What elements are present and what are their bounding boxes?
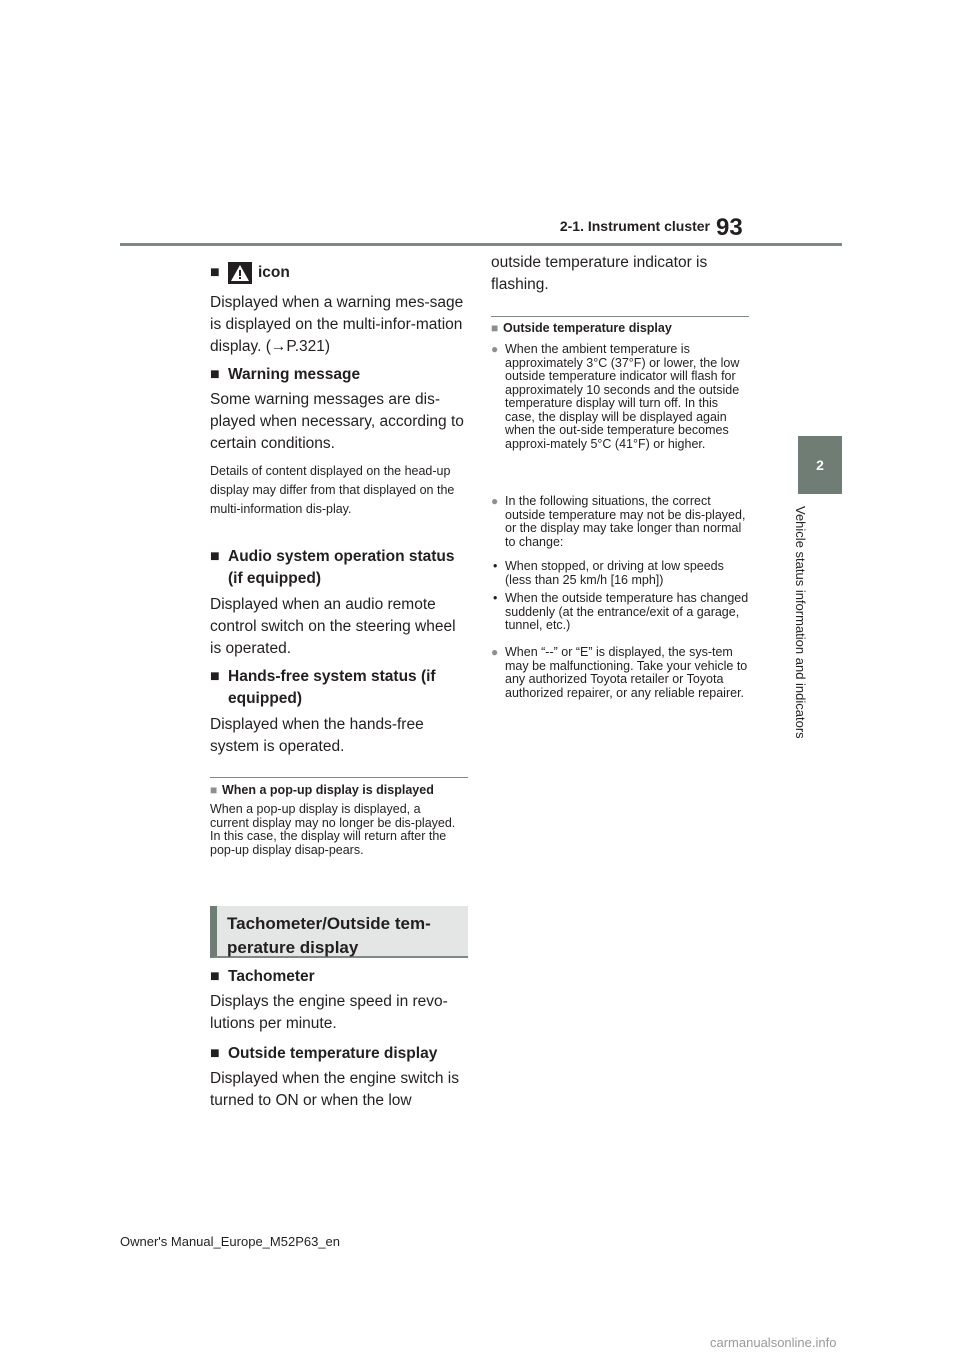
tachometer-heading: ■ Tachometer [210, 968, 315, 985]
tachometer-text: Displays the engine speed in revo-lutions per minute. [210, 993, 448, 1032]
watermark: carmanualsonline.info [710, 1335, 837, 1350]
icon-heading: ■ icon [210, 262, 470, 284]
note-sub-bullet-2: • When the outside temperature has changed suddenly (at the entrance/exit of a garage, tunnel, etc.) [493, 591, 749, 632]
hands-free-heading: ■ Hands-free system status (if equipped) [210, 668, 436, 707]
section-title: 2-1. Instrument cluster [559, 218, 710, 234]
audio-text: Displayed when an audio remote control switch on the steering wheel is operated. [210, 596, 456, 657]
outside-temp-note-title: ■ Outside temperature display [491, 321, 672, 335]
outside-temp-heading: ■ Outside temperature display [210, 1045, 438, 1062]
hands-free-text: Displayed when the hands-free system is operated. [210, 716, 424, 755]
page-number: 93 [716, 214, 743, 241]
chapter-number: 2 [816, 457, 824, 473]
manual-footer: Owner's Manual_Europe_M52P63_en [120, 1234, 341, 1249]
note-bullet-2: ● In the following situations, the correct outside temperature may not be dis-played, or the display may take longer than normal to change: [491, 494, 746, 549]
warning-text: Some warning messages are dis-played when necessary, according to certain conditions. [210, 391, 464, 452]
popup-note-text: When a pop-up display is displayed, a current display may no longer be dis-played. In this case, the display will return after the pop-up display disap-pears. [210, 802, 456, 857]
continued-text: outside temperature indicator is flashing. [491, 254, 708, 293]
section-heading-box: Tachometer/Outside tem-perature display [210, 906, 468, 958]
bullet-dot-icon: ● [491, 342, 499, 356]
warning-small-text: Details of content displayed on the head-up display may differ from that displayed on the multi-information dis-play. [210, 464, 455, 516]
bullet-dot-icon: ● [491, 494, 499, 508]
warning-triangle-icon [228, 262, 252, 284]
warning-heading: ■ Warning message [210, 366, 361, 383]
bullet-dot-icon: ● [491, 645, 499, 659]
outside-temp-text: Displayed when the engine switch is turned to ON or when the low [210, 1070, 459, 1109]
note-bullet-3: ● When “--” or “E” is displayed, the sys-tem may be malfunctioning. Take your vehicle to any authorized Toyota retailer or Toyota authorized repairer, or any reliable repairer. [491, 645, 748, 700]
chapter-tab [798, 436, 842, 494]
icon-text: Displayed when a warning mes-sage is displayed on the multi-infor-mation display. (→P.321) [210, 294, 464, 355]
note-sub-bullet-1: • When stopped, or driving at low speeds (less than 25 km/h [16 mph]) [493, 559, 724, 587]
header-rule [120, 243, 842, 246]
note-divider [210, 777, 468, 778]
audio-heading: ■ Audio system operation status (if equipped) [210, 548, 455, 587]
chapter-title: Vehicle status information and indicators [793, 506, 808, 739]
right-note-divider [491, 316, 749, 317]
icon-section [210, 262, 470, 284]
popup-note-title: ■ When a pop-up display is displayed [210, 783, 434, 797]
note-bullet-1: ● When the ambient temperature is approximately 3°C (37°F) or lower, the low outside temperature indicator will flash for approximately 10 seconds and the outside temperature display will turn off. In this case, the display will be displayed again when the out-side temperature becomes approxi-mately 5°C (41°F) or higher. [491, 342, 740, 451]
